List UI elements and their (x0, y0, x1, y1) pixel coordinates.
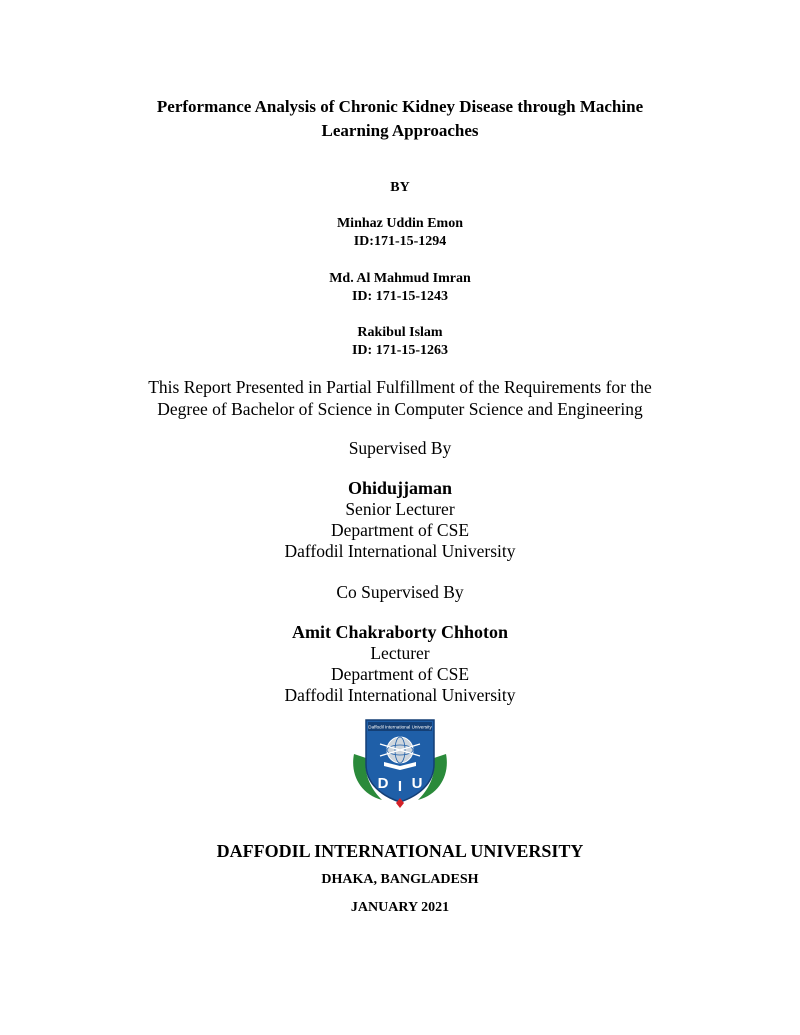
logo-letter-d: D (377, 775, 389, 792)
by-label: BY (390, 180, 410, 195)
co-supervisor-block (0, 622, 800, 706)
author-name: Minhaz Uddin Emon (336, 216, 464, 231)
co-supervisor-department: Department of CSE (330, 664, 470, 684)
footer-university: DAFFODIL INTERNATIONAL UNIVERSITY (216, 841, 584, 861)
supervisor-heading: Supervised By (348, 438, 452, 458)
footer-location: DHAKA, BANGLADESH (321, 872, 479, 887)
supervisor-designation: Senior Lecturer (345, 499, 455, 519)
banner-text: Daffodil International University (368, 724, 432, 730)
logo-letter-i: I (397, 778, 403, 795)
author-id: ID:171-15-1294 (353, 234, 447, 249)
author-name: Rakibul Islam (357, 325, 443, 340)
supervisor-department: Department of CSE (330, 520, 470, 540)
thesis-title-line-1: Performance Analysis of Chronic Kidney Disease through Machine (156, 97, 644, 116)
thesis-title (100, 95, 700, 143)
co-supervisor-heading: Co Supervised By (336, 582, 464, 602)
co-supervisor-name: Amit Chakraborty Chhoton (291, 622, 509, 642)
supervisor-block (0, 478, 800, 562)
footer-date: JANUARY 2021 (350, 900, 450, 915)
co-supervisor-designation: Lecturer (370, 643, 430, 663)
author-block (0, 270, 800, 306)
university-crest-icon (348, 714, 452, 810)
report-statement-line-1: This Report Presented in Partial Fulfillment of the Requirements for the (148, 377, 652, 397)
author-name: Md. Al Mahmud Imran (329, 271, 471, 286)
report-statement (100, 376, 700, 420)
report-statement-line-2: Degree of Bachelor of Science in Computer Science and Engineering (157, 399, 643, 419)
supervisor-university: Daffodil International University (284, 541, 516, 561)
thesis-title-line-2: Learning Approaches (321, 121, 479, 140)
author-block (0, 324, 800, 360)
author-id: ID: 171-15-1263 (351, 343, 449, 358)
author-id: ID: 171-15-1243 (351, 289, 449, 304)
logo-letter-u: U (411, 775, 423, 792)
co-supervisor-university: Daffodil International University (284, 685, 516, 705)
supervisor-name: Ohidujjaman (347, 478, 453, 498)
author-block (0, 215, 800, 251)
